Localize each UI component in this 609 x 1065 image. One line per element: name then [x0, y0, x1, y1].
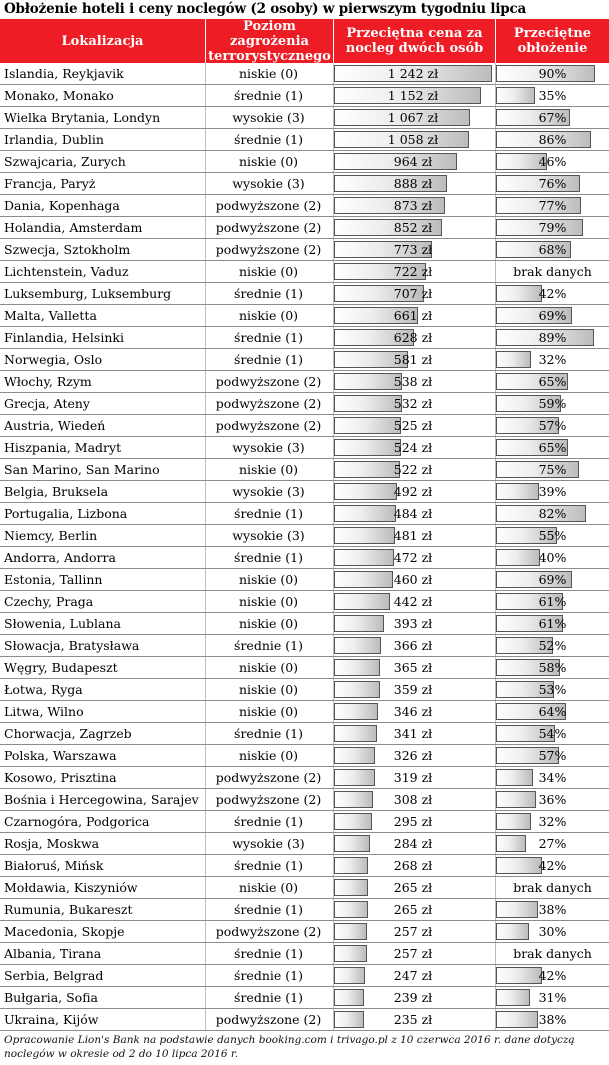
row-threat-level: niskie (0) [238, 264, 299, 279]
column-divider [205, 547, 206, 568]
table-row [0, 327, 609, 349]
column-divider [205, 833, 206, 854]
price-label: 257 zł [393, 924, 433, 939]
row-threat-level: niskie (0) [238, 594, 299, 609]
occupancy-label: 46% [538, 154, 567, 169]
row-location: Rumunia, Bukareszt [4, 902, 133, 917]
column-divider [205, 151, 206, 172]
price-label: 308 zł [393, 792, 433, 807]
row-location: Chorwacja, Zagrzeb [4, 726, 132, 741]
row-location: Irlandia, Dublin [4, 132, 104, 147]
row-threat-level: niskie (0) [238, 748, 299, 763]
row-threat-level: podwyższone (2) [215, 396, 322, 411]
header-threat: Poziom zagrożenia terrorystycznego [208, 18, 331, 64]
row-location: Włochy, Rzym [4, 374, 92, 389]
price-label: 326 zł [393, 748, 433, 763]
table-row [0, 151, 609, 173]
price-label: 257 zł [393, 946, 433, 961]
price-label: 239 zł [393, 990, 433, 1005]
occupancy-label: 82% [538, 506, 567, 521]
row-threat-level: podwyższone (2) [215, 242, 322, 257]
row-threat-level: podwyższone (2) [215, 770, 322, 785]
row-location: Estonia, Tallinn [4, 572, 103, 587]
row-threat-level: średnie (1) [234, 638, 303, 653]
row-threat-level: wysokie (3) [232, 440, 305, 455]
column-divider [205, 987, 206, 1008]
occupancy-label: 38% [538, 1012, 567, 1027]
price-label: 247 zł [393, 968, 433, 983]
table-row [0, 899, 609, 921]
row-location: Austria, Wiedeń [4, 418, 106, 433]
row-location: Słowenia, Lublana [4, 616, 121, 631]
column-divider [205, 723, 206, 744]
price-label: 522 zł [393, 462, 433, 477]
table-row [0, 195, 609, 217]
occupancy-label: 58% [538, 660, 567, 675]
row-threat-level: średnie (1) [234, 506, 303, 521]
occupancy-label: 34% [538, 770, 567, 785]
row-location: Mołdawia, Kiszyniów [4, 880, 138, 895]
column-divider [205, 789, 206, 810]
row-threat-level: średnie (1) [234, 132, 303, 147]
column-divider [205, 525, 206, 546]
price-label: 581 zł [393, 352, 433, 367]
row-location: Czechy, Praga [4, 594, 94, 609]
row-threat-level: wysokie (3) [232, 528, 305, 543]
row-location: Finlandia, Helsinki [4, 330, 124, 345]
price-label: 524 zł [393, 440, 433, 455]
occupancy-label: 42% [538, 858, 567, 873]
price-label: 484 zł [393, 506, 433, 521]
price-label: 852 zł [393, 220, 433, 235]
row-threat-level: średnie (1) [234, 88, 303, 103]
occupancy-label: brak danych [513, 264, 592, 279]
table-row [0, 569, 609, 591]
occupancy-label: 75% [538, 462, 567, 477]
row-location: Hiszpania, Madryt [4, 440, 122, 455]
price-label: 295 zł [393, 814, 433, 829]
table-row [0, 371, 609, 393]
row-location: Czarnogóra, Podgorica [4, 814, 150, 829]
table-row [0, 657, 609, 679]
row-location: Ukraina, Kijów [4, 1012, 99, 1027]
row-location: Polska, Warszawa [4, 748, 117, 763]
price-label: 265 zł [393, 880, 433, 895]
occupancy-label: 30% [538, 924, 567, 939]
occupancy-label: 76% [538, 176, 567, 191]
row-threat-level: średnie (1) [234, 330, 303, 345]
column-divider [205, 393, 206, 414]
table-row [0, 1009, 609, 1031]
table-row [0, 921, 609, 943]
row-threat-level: niskie (0) [238, 704, 299, 719]
chart-title: Obłożenie hoteli i ceny noclegów (2 osoby) w pierwszym tygodniu lipca [4, 1, 527, 17]
price-label: 365 zł [393, 660, 433, 675]
row-threat-level: średnie (1) [234, 858, 303, 873]
column-divider [205, 459, 206, 480]
row-threat-level: średnie (1) [234, 946, 303, 961]
row-location: Holandia, Amsterdam [4, 220, 143, 235]
occupancy-label: 54% [538, 726, 567, 741]
occupancy-label: 69% [538, 572, 567, 587]
price-label: 722 zł [393, 264, 433, 279]
price-label: 888 zł [393, 176, 433, 191]
column-divider [205, 107, 206, 128]
column-divider [205, 437, 206, 458]
column-divider [205, 965, 206, 986]
row-location: Dania, Kopenhaga [4, 198, 120, 213]
row-threat-level: niskie (0) [238, 66, 299, 81]
table-row [0, 855, 609, 877]
row-threat-level: podwyższone (2) [215, 198, 322, 213]
occupancy-label: 61% [538, 616, 567, 631]
row-threat-level: niskie (0) [238, 880, 299, 895]
row-location: Wielka Brytania, Londyn [4, 110, 161, 125]
occupancy-label: 57% [538, 748, 567, 763]
row-location: Litwa, Wilno [4, 704, 84, 719]
row-location: Słowacja, Bratysława [4, 638, 140, 653]
price-label: 525 zł [393, 418, 433, 433]
row-threat-level: wysokie (3) [232, 110, 305, 125]
header-price: Przeciętna cena za nocleg dwóch osób [345, 26, 484, 56]
table-row [0, 965, 609, 987]
header-occupancy: Przeciętne obłożenie [513, 26, 592, 56]
row-threat-level: podwyższone (2) [215, 924, 322, 939]
price-label: 492 zł [393, 484, 433, 499]
price-label: 393 zł [393, 616, 433, 631]
table-row [0, 833, 609, 855]
table-row [0, 679, 609, 701]
column-divider [205, 305, 206, 326]
column-divider [205, 217, 206, 238]
occupancy-label: 90% [538, 66, 567, 81]
column-divider [205, 327, 206, 348]
row-location: Serbia, Belgrad [4, 968, 104, 983]
column-divider [205, 239, 206, 260]
column-divider [205, 811, 206, 832]
row-location: Andorra, Andorra [4, 550, 116, 565]
price-label: 341 zł [393, 726, 433, 741]
table-row [0, 217, 609, 239]
row-location: Monako, Monako [4, 88, 114, 103]
occupancy-label: 31% [538, 990, 567, 1005]
column-divider [205, 371, 206, 392]
table-row [0, 261, 609, 283]
price-label: 538 zł [393, 374, 433, 389]
column-divider [205, 173, 206, 194]
row-threat-level: średnie (1) [234, 550, 303, 565]
occupancy-label: 86% [538, 132, 567, 147]
row-threat-level: wysokie (3) [232, 836, 305, 851]
column-divider [205, 129, 206, 150]
price-label: 268 zł [393, 858, 433, 873]
occupancy-label: 61% [538, 594, 567, 609]
price-label: 442 zł [393, 594, 433, 609]
column-divider [205, 613, 206, 634]
table-header [0, 19, 609, 63]
occupancy-label: 64% [538, 704, 567, 719]
row-location: Islandia, Reykjavik [4, 66, 124, 81]
table-row [0, 393, 609, 415]
row-location: Luksemburg, Luksemburg [4, 286, 172, 301]
row-threat-level: średnie (1) [234, 286, 303, 301]
price-label: 661 zł [393, 308, 433, 323]
table-row [0, 547, 609, 569]
occupancy-label: 65% [538, 440, 567, 455]
row-threat-level: podwyższone (2) [215, 418, 322, 433]
row-location: Belgia, Bruksela [4, 484, 109, 499]
table-row [0, 415, 609, 437]
price-label: 1 058 zł [387, 132, 439, 147]
occupancy-label: 77% [538, 198, 567, 213]
column-divider [205, 85, 206, 106]
table-row [0, 723, 609, 745]
row-location: Białoruś, Mińsk [4, 858, 104, 873]
price-label: 235 zł [393, 1012, 433, 1027]
row-threat-level: wysokie (3) [232, 484, 305, 499]
column-divider [205, 855, 206, 876]
table-row [0, 283, 609, 305]
table-row [0, 503, 609, 525]
price-label: 532 zł [393, 396, 433, 411]
table-row [0, 701, 609, 723]
price-label: 265 zł [393, 902, 433, 917]
occupancy-label: 38% [538, 902, 567, 917]
price-label: 628 zł [393, 330, 433, 345]
price-label: 319 zł [393, 770, 433, 785]
price-label: 472 zł [393, 550, 433, 565]
column-divider [205, 415, 206, 436]
table-row [0, 811, 609, 833]
table-row [0, 107, 609, 129]
row-threat-level: niskie (0) [238, 660, 299, 675]
table-row [0, 987, 609, 1009]
column-divider [205, 679, 206, 700]
column-divider [205, 745, 206, 766]
column-divider [205, 569, 206, 590]
row-location: Lichtenstein, Vaduz [4, 264, 129, 279]
row-location: Grecja, Ateny [4, 396, 90, 411]
price-label: 346 zł [393, 704, 433, 719]
row-threat-level: podwyższone (2) [215, 374, 322, 389]
price-label: 1 242 zł [387, 66, 439, 81]
table-row [0, 173, 609, 195]
table-row [0, 437, 609, 459]
table-row [0, 525, 609, 547]
row-threat-level: podwyższone (2) [215, 1012, 322, 1027]
column-divider [205, 283, 206, 304]
price-label: 1 067 zł [387, 110, 439, 125]
row-location: Szwecja, Sztokholm [4, 242, 131, 257]
table-row [0, 789, 609, 811]
column-divider [205, 899, 206, 920]
price-label: 1 152 zł [387, 88, 439, 103]
row-location: Portugalia, Lizbona [4, 506, 128, 521]
row-location: Bułgaria, Sofia [4, 990, 98, 1005]
occupancy-label: 52% [538, 638, 567, 653]
occupancy-label: 40% [538, 550, 567, 565]
occupancy-label: 35% [538, 88, 567, 103]
occupancy-label: 69% [538, 308, 567, 323]
table-row [0, 85, 609, 107]
row-location: Norwegia, Oslo [4, 352, 103, 367]
row-threat-level: niskie (0) [238, 154, 299, 169]
occupancy-label: 27% [538, 836, 567, 851]
occupancy-label: 65% [538, 374, 567, 389]
column-divider [205, 943, 206, 964]
table-row [0, 481, 609, 503]
row-location: Kosowo, Prisztina [4, 770, 117, 785]
table-row [0, 635, 609, 657]
table-row [0, 305, 609, 327]
column-divider [205, 503, 206, 524]
row-location: Francja, Paryż [4, 176, 96, 191]
column-divider [205, 1009, 206, 1030]
table-row [0, 129, 609, 151]
header-location: Lokalizacja [61, 33, 144, 49]
price-label: 366 zł [393, 638, 433, 653]
table-row [0, 767, 609, 789]
row-threat-level: średnie (1) [234, 990, 303, 1005]
price-label: 460 zł [393, 572, 433, 587]
column-divider [205, 261, 206, 282]
row-threat-level: średnie (1) [234, 726, 303, 741]
row-threat-level: niskie (0) [238, 308, 299, 323]
row-threat-level: podwyższone (2) [215, 792, 322, 807]
occupancy-label: 79% [538, 220, 567, 235]
row-threat-level: niskie (0) [238, 616, 299, 631]
price-label: 284 zł [393, 836, 433, 851]
table-row [0, 239, 609, 261]
row-location: Niemcy, Berlin [4, 528, 98, 543]
occupancy-label: brak danych [513, 946, 592, 961]
table-row [0, 877, 609, 899]
row-threat-level: niskie (0) [238, 682, 299, 697]
occupancy-label: 36% [538, 792, 567, 807]
price-label: 773 zł [393, 242, 433, 257]
row-location: Macedonia, Skopje [4, 924, 125, 939]
row-threat-level: niskie (0) [238, 462, 299, 477]
table-row [0, 349, 609, 371]
column-divider [205, 657, 206, 678]
column-divider [205, 195, 206, 216]
row-threat-level: średnie (1) [234, 352, 303, 367]
table-row [0, 63, 609, 85]
column-divider [205, 481, 206, 502]
occupancy-label: 89% [538, 330, 567, 345]
occupancy-label: 57% [538, 418, 567, 433]
occupancy-label: 68% [538, 242, 567, 257]
occupancy-label: 42% [538, 968, 567, 983]
occupancy-label: 39% [538, 484, 567, 499]
table-row [0, 943, 609, 965]
column-divider [205, 591, 206, 612]
row-location: Bośnia i Hercegowina, Sarajev [4, 792, 199, 807]
occupancy-label: 53% [538, 682, 567, 697]
column-divider [205, 701, 206, 722]
row-location: Albania, Tirana [4, 946, 102, 961]
column-divider [205, 349, 206, 370]
table-row [0, 591, 609, 613]
occupancy-label: 42% [538, 286, 567, 301]
column-divider [205, 635, 206, 656]
row-threat-level: średnie (1) [234, 902, 303, 917]
column-divider [205, 767, 206, 788]
row-location: San Marino, San Marino [4, 462, 160, 477]
occupancy-label: 55% [538, 528, 567, 543]
occupancy-label: brak danych [513, 880, 592, 895]
occupancy-label: 32% [538, 352, 567, 367]
price-label: 481 zł [393, 528, 433, 543]
occupancy-label: 59% [538, 396, 567, 411]
footnote: Opracowanie Lion's Bank na podstawie danych booking.com i trivago.pl z 10 czerwca 2016 r. dane dotyczą noclegów w okresie od 2 do 10 lipca 2016 r. [4, 1034, 575, 1060]
row-threat-level: podwyższone (2) [215, 220, 322, 235]
column-divider [205, 921, 206, 942]
column-divider [205, 877, 206, 898]
row-threat-level: średnie (1) [234, 814, 303, 829]
row-location: Węgry, Budapeszt [4, 660, 118, 675]
row-threat-level: średnie (1) [234, 968, 303, 983]
row-threat-level: niskie (0) [238, 572, 299, 587]
column-divider [205, 63, 206, 84]
row-location: Malta, Valletta [4, 308, 97, 323]
price-label: 964 zł [393, 154, 433, 169]
row-location: Szwajcaria, Zurych [4, 154, 126, 169]
table-row [0, 613, 609, 635]
occupancy-label: 32% [538, 814, 567, 829]
price-label: 873 zł [393, 198, 433, 213]
table-row [0, 459, 609, 481]
occupancy-label: 67% [538, 110, 567, 125]
row-threat-level: wysokie (3) [232, 176, 305, 191]
table-row [0, 745, 609, 767]
price-label: 707 zł [393, 286, 433, 301]
price-label: 359 zł [393, 682, 433, 697]
row-location: Rosja, Moskwa [4, 836, 100, 851]
row-location: Łotwa, Ryga [4, 682, 83, 697]
